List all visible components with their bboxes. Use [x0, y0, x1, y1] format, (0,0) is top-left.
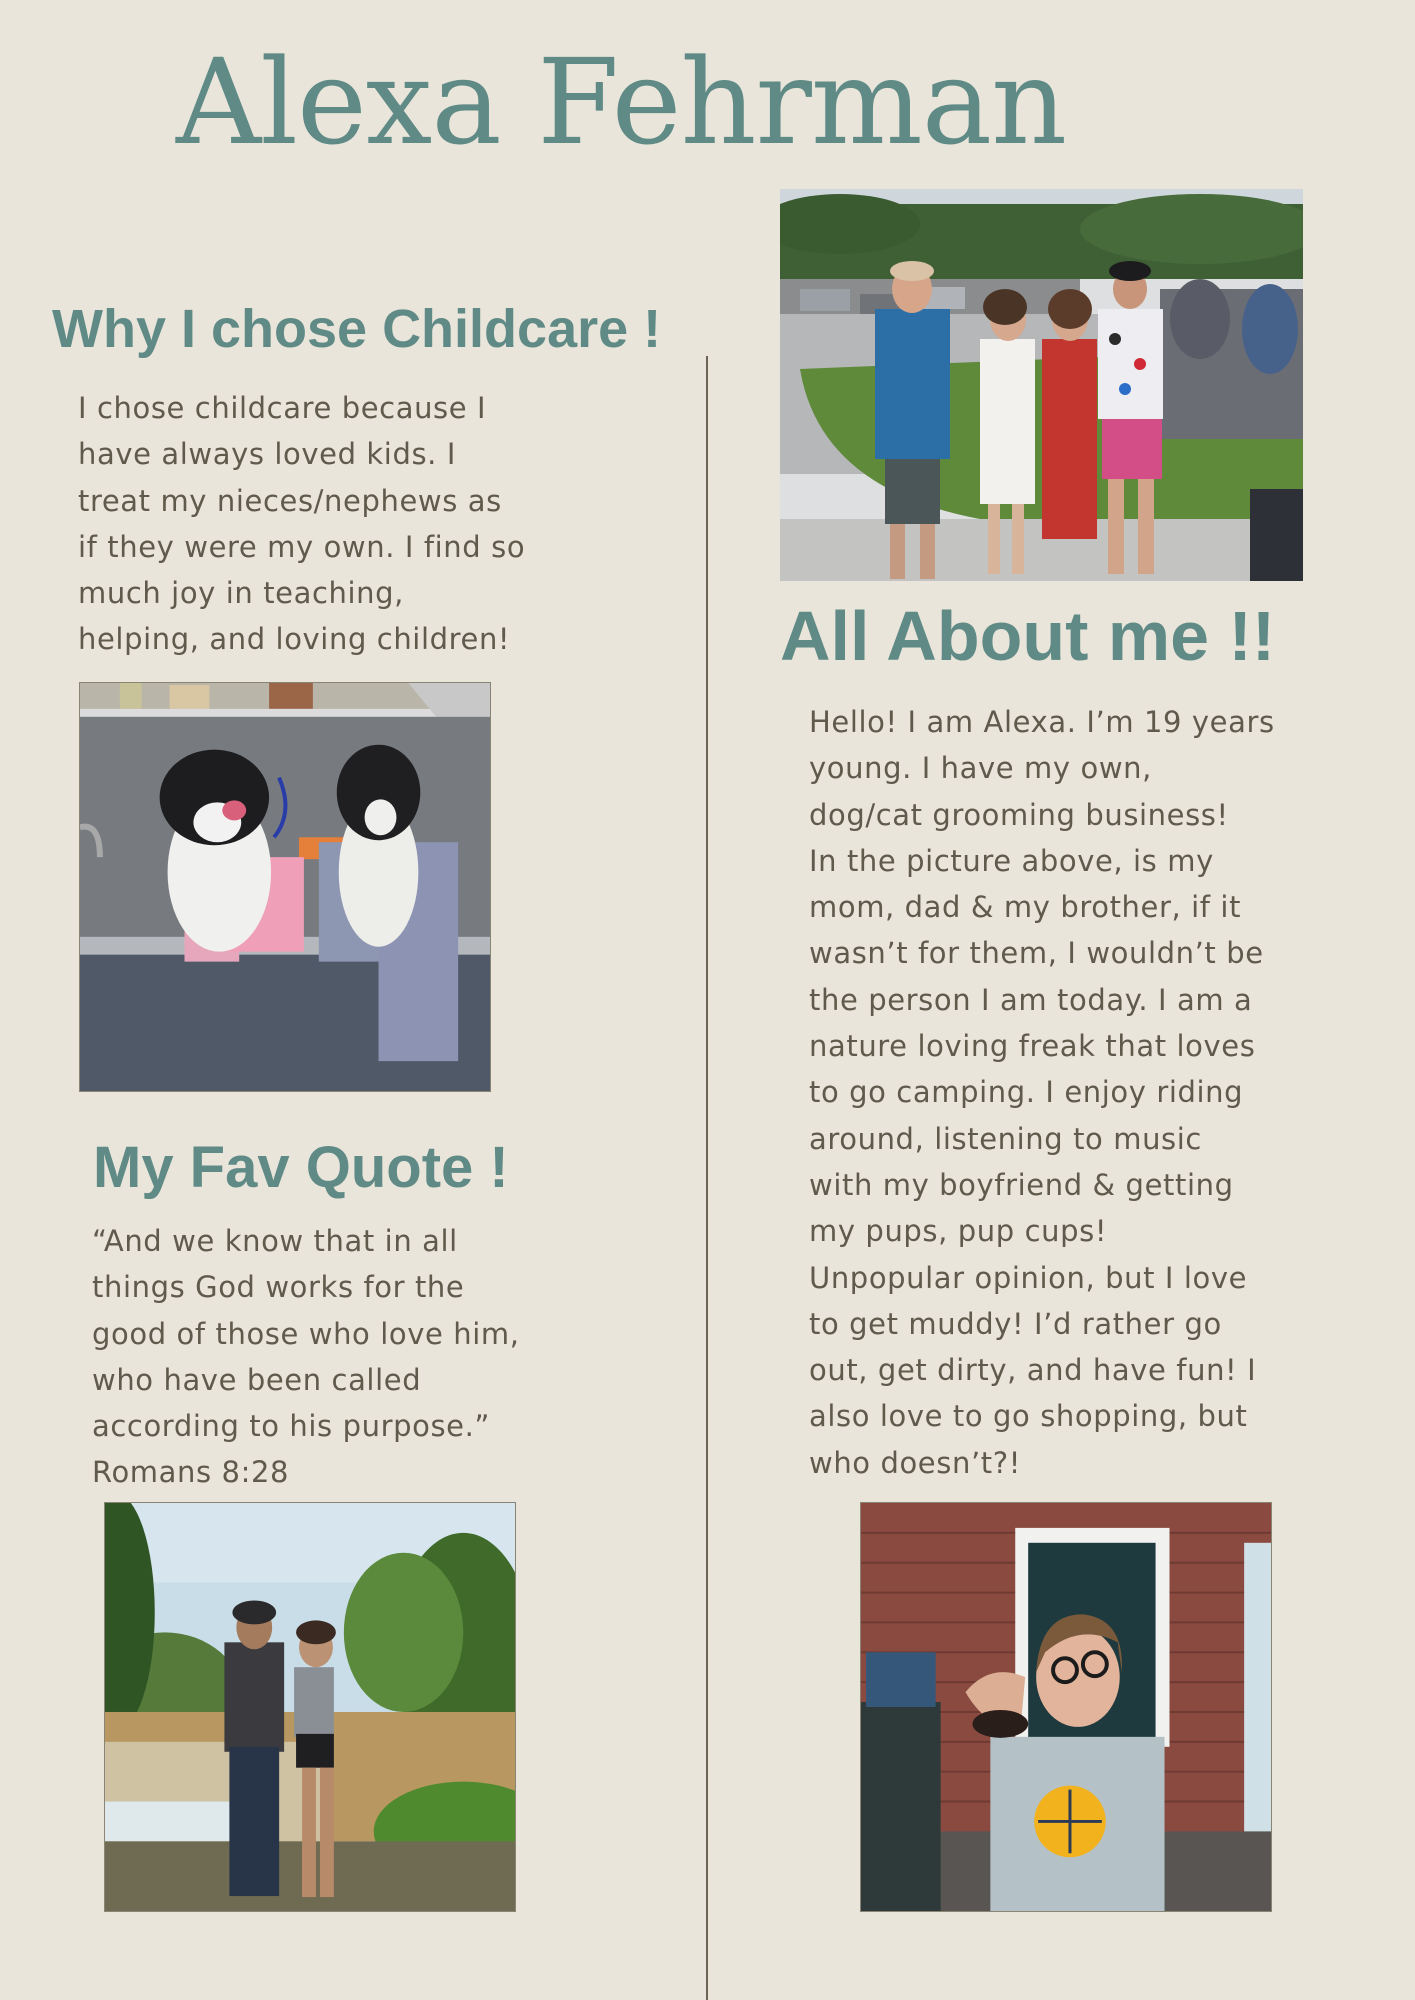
childcare-line: helping, and loving children! — [78, 622, 511, 657]
about-line: with my boyfriend & getting — [809, 1167, 1234, 1202]
about-line: to get muddy! I’d rather go — [809, 1306, 1222, 1341]
about-line: wasn’t for them, I wouldn’t be — [809, 936, 1264, 971]
about-line: out, get dirty, and have fun! I — [809, 1353, 1257, 1388]
about-line: young. I have my own, — [809, 751, 1152, 786]
quote-line: “And we know that in all — [92, 1224, 458, 1258]
quote-line: according to his purpose.” — [92, 1409, 491, 1444]
dogs-photo — [79, 682, 491, 1092]
family-photo — [780, 189, 1303, 581]
about-line: mom, dad & my brother, if it — [809, 890, 1242, 925]
childcare-line: I chose childcare because I — [78, 391, 487, 425]
childcare-paragraph — [78, 385, 525, 663]
about-line: Unpopular opinion, but I love — [809, 1260, 1248, 1295]
about-heading: All About me !! — [780, 597, 1276, 675]
column-divider — [706, 356, 708, 2000]
quote-line: things God works for the — [92, 1270, 465, 1305]
about-line: the person I am today. I am a — [809, 982, 1253, 1017]
about-line: also love to go shopping, but — [809, 1399, 1248, 1434]
quote-line: Romans 8:28 — [92, 1455, 290, 1490]
about-line: In the picture above, is my — [809, 843, 1214, 878]
quote-heading: My Fav Quote ! — [93, 1135, 509, 1200]
about-line: to go camping. I enjoy riding — [809, 1075, 1244, 1110]
childcare-line: much joy in teaching, — [78, 576, 404, 611]
childcare-heading: Why I chose Childcare ! — [52, 299, 662, 359]
quote-line: who have been called — [92, 1362, 422, 1397]
childcare-line: if they were my own. I find so — [78, 529, 526, 564]
childcare-line: treat my nieces/nephews as — [78, 483, 502, 518]
page-title: Alexa Fehrman — [176, 33, 1067, 171]
quote-line: good of those who love him, — [92, 1316, 520, 1351]
about-line: dog/cat grooming business! — [809, 797, 1229, 832]
about-paragraph — [809, 699, 1275, 1486]
about-line: who doesn’t?! — [809, 1445, 1021, 1480]
about-line: my pups, pup cups! — [809, 1214, 1108, 1249]
about-line: Hello! I am Alexa. I’m 19 years — [809, 705, 1275, 739]
quote-paragraph — [92, 1218, 520, 1496]
childcare-line: have always loved kids. I — [78, 437, 456, 472]
alexa-photo — [860, 1502, 1272, 1912]
about-line: around, listening to music — [809, 1121, 1202, 1156]
about-line: nature loving freak that loves — [809, 1029, 1256, 1064]
couple-photo — [104, 1502, 516, 1912]
